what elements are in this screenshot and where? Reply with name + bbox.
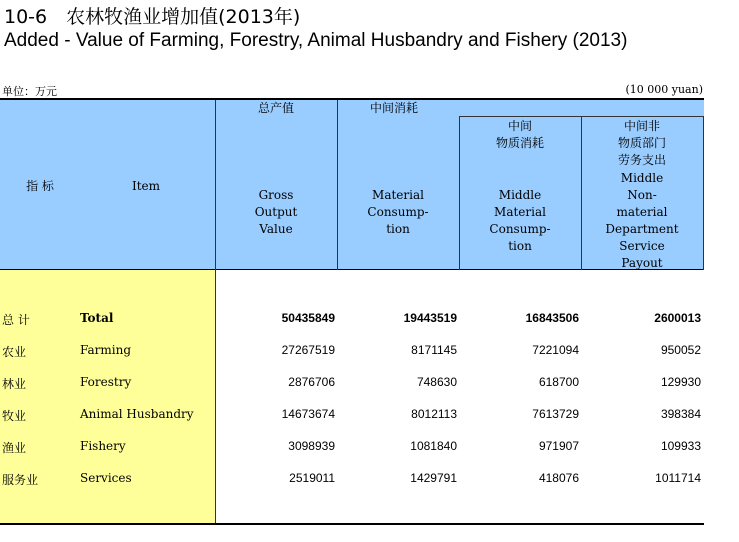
- table-row-total: [0, 311, 704, 331]
- middle-material-value: 7613729: [532, 407, 579, 421]
- row-label-en: Total: [80, 311, 114, 325]
- header-line: Material: [372, 188, 424, 202]
- row-label-cn: 渔业: [2, 441, 27, 455]
- table-title-chinese: 10-6 农林牧渔业增加值(2013年): [4, 6, 301, 28]
- gross-output-header-en: [215, 187, 337, 238]
- item-header: Item: [131, 179, 161, 193]
- nonmaterial-value: 398384: [660, 407, 701, 421]
- unit-label-english: (10 000 yuan): [625, 83, 703, 96]
- header-line: Payout: [621, 256, 663, 270]
- middle-material-header-en: [459, 187, 581, 255]
- table-row: [0, 471, 704, 491]
- nonmaterial-value: 109933: [660, 439, 701, 453]
- nonmaterial-value: 129930: [660, 375, 701, 389]
- header-line: Consump-: [367, 205, 429, 219]
- table-bottom-rule: [0, 523, 704, 525]
- header-divider: [703, 116, 704, 270]
- header-line: Gross: [258, 188, 294, 202]
- row-label-en: Forestry: [80, 375, 132, 389]
- header-line: material: [616, 205, 668, 219]
- gross-output-value: 50435849: [281, 311, 335, 325]
- header-line: 中间: [507, 119, 532, 133]
- header-line: Consump-: [489, 222, 551, 236]
- middle-material-value: 418076: [538, 471, 579, 485]
- material-consumption-value: 8012113: [411, 407, 457, 421]
- table-header: [0, 98, 704, 270]
- gross-output-value: 2519011: [289, 471, 335, 485]
- row-label-en: Animal Husbandry: [80, 407, 194, 421]
- header-line: 物质部门: [617, 136, 666, 150]
- material-consumption-value: 1429791: [410, 471, 457, 485]
- middle-material-value: 971907: [538, 439, 579, 453]
- header-line: tion: [508, 239, 532, 253]
- table-row: [0, 407, 704, 427]
- material-consumption-value: 748630: [416, 375, 457, 389]
- material-consumption-header: [337, 187, 459, 238]
- row-label-en: Services: [80, 471, 132, 485]
- row-label-cn: 总 计: [2, 313, 30, 327]
- material-consumption-value: 1081840: [410, 439, 457, 453]
- header-line: Middle: [620, 171, 664, 185]
- gross-output-value: 3098939: [288, 439, 335, 453]
- header-divider: [215, 100, 216, 270]
- table-row: [0, 375, 704, 395]
- header-line: 物质消耗: [495, 136, 544, 150]
- middle-material-header-cn: [459, 118, 581, 152]
- material-consumption-value: 19443519: [403, 311, 457, 325]
- middle-material-value: 7221094: [532, 343, 579, 357]
- gross-output-value: 14673674: [281, 407, 335, 421]
- row-label-cn: 林业: [2, 377, 27, 391]
- unit-label-chinese: 单位：万元: [2, 85, 57, 98]
- nonmaterial-value: 950052: [660, 343, 701, 357]
- header-line: Middle: [498, 188, 542, 202]
- header-line: Service: [619, 239, 665, 253]
- table-title-english: Added - Value of Farming, Forestry, Animal Husbandry and Fishery (2013): [4, 30, 628, 51]
- nonmaterial-header-en: [581, 170, 703, 272]
- nonmaterial-value: 2600013: [654, 311, 701, 325]
- intermediate-consumption-header: 中间消耗: [370, 101, 419, 115]
- header-line: Material: [494, 205, 546, 219]
- header-line: 中间非: [623, 119, 660, 133]
- row-label-en: Fishery: [80, 439, 126, 453]
- middle-material-value: 16843506: [525, 311, 579, 325]
- row-label-cn: 服务业: [2, 473, 39, 487]
- nonmaterial-value: 1011714: [655, 471, 701, 485]
- gross-output-value: 27267519: [281, 343, 335, 357]
- header-line: Output: [254, 205, 298, 219]
- gross-output-value: 2876706: [288, 375, 335, 389]
- indicator-header: 指 标: [26, 179, 54, 193]
- middle-material-value: 618700: [538, 375, 579, 389]
- gross-output-header-cn: 总产值: [257, 101, 294, 115]
- row-label-en: Farming: [80, 343, 132, 357]
- header-line: Value: [259, 222, 293, 236]
- nonmaterial-header-cn: [581, 118, 703, 169]
- row-label-cn: 农业: [2, 345, 27, 359]
- header-line: Department: [605, 222, 679, 236]
- row-label-cn: 牧业: [2, 409, 27, 423]
- header-line: 劳务支出: [617, 153, 666, 167]
- header-divider: [337, 100, 338, 270]
- header-subdivider: [459, 116, 704, 117]
- header-line: tion: [386, 222, 410, 236]
- table-row: [0, 343, 704, 363]
- material-consumption-value: 8171145: [411, 343, 457, 357]
- header-line: Non-: [627, 188, 657, 202]
- table-row: [0, 439, 704, 459]
